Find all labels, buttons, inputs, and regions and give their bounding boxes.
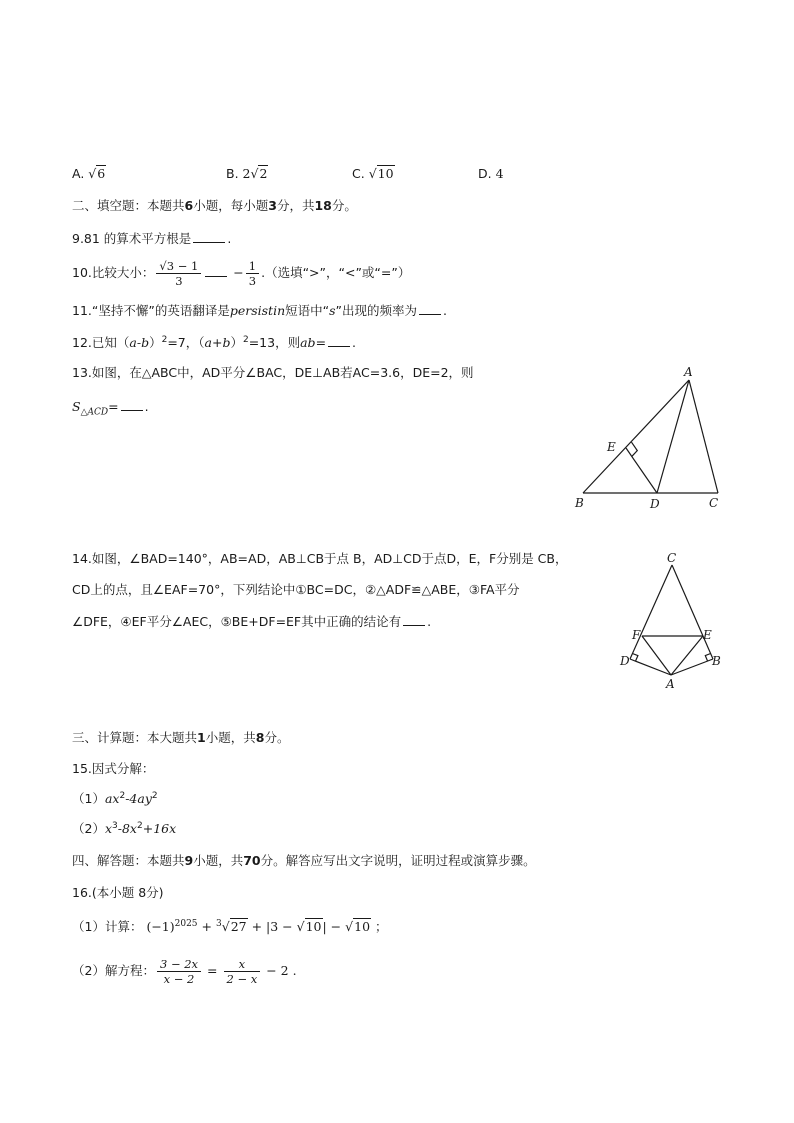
q16-p1-root3: 10 <box>354 919 371 934</box>
section4-post: 分。解答应写出文字说明，证明过程或演算步骤。 <box>260 853 536 868</box>
option-b-label: B. <box>226 166 239 181</box>
fig14-label-f: F <box>632 628 641 642</box>
section2-pre: 二、填空题：本题共 <box>72 198 185 213</box>
fig13-label-c: C <box>709 496 719 510</box>
q9-end: . <box>227 231 232 246</box>
q13-sub: △ACD <box>80 407 109 418</box>
q16-p1-label: （1）计算： <box>72 919 143 934</box>
q16-p2-end: − 2 . <box>266 963 297 978</box>
q16-p1-end: ； <box>375 919 388 934</box>
q12-p2: 2 <box>242 334 249 345</box>
question-12 <box>72 333 356 352</box>
fig13-segment-de <box>626 448 657 493</box>
fig14-label-c: C <box>667 551 677 565</box>
question-16-part1 <box>72 918 388 936</box>
q16-p2-eq: = <box>207 963 218 978</box>
question-15-part1 <box>72 790 158 808</box>
question-11 <box>72 301 447 320</box>
fig14-label-b: B <box>712 654 721 668</box>
q11-pre: 11.“坚持不懈”的英语翻译是 <box>72 303 230 318</box>
section4-n2: 70 <box>243 853 261 868</box>
option-c-sqrt: √10 <box>368 166 394 181</box>
q16-p1-abs: + |3 − <box>251 919 293 934</box>
option-d-label: D. <box>478 166 492 181</box>
section3-n1: 1 <box>197 730 206 745</box>
section3-n2: 8 <box>255 730 265 745</box>
q15-p1-label: （1） <box>72 791 105 806</box>
section3-post: 分。 <box>264 730 290 745</box>
q16-p2-f2-num: x <box>224 957 261 972</box>
q16-p2-fraction-2 <box>224 957 261 986</box>
q13-eq: = <box>108 399 119 414</box>
fig14-label-a: A <box>666 677 675 691</box>
q13-line1: 13.如图，在△ABC中，AD平分∠BAC，DE⊥AB若AC=3.6，DE=2，则 <box>72 365 474 380</box>
question-15-title <box>72 760 154 778</box>
q12-p1: 2 <box>161 334 168 345</box>
q11-letter: s <box>329 303 336 318</box>
fig13-label-b: B <box>575 496 584 510</box>
fig13-label-e: E <box>607 440 616 454</box>
option-a <box>72 165 106 183</box>
q14-answer-blank[interactable] <box>403 612 425 626</box>
section2-mid2: 分，共 <box>276 198 315 213</box>
q16-p1-root-value: 27 <box>230 919 247 934</box>
q16-p1-root-index: 3 <box>215 918 222 929</box>
question-14-line3 <box>72 612 431 631</box>
figure-14-kite <box>612 548 732 694</box>
q16-p1-cube-root: $^3$√27 <box>215 918 247 934</box>
q14-line2: CD上的点，且∠EAF=70°，下列结论中①BC=DC，②△ADF≌△ABE，③FA平分 <box>72 582 520 597</box>
section4-mid: 小题，共 <box>193 853 244 868</box>
fig14-label-e: E <box>703 628 712 642</box>
q12-mid4: =13，则 <box>248 335 301 350</box>
question-14-line2 <box>72 581 520 599</box>
q10-frac1-num: √3 − 1 <box>156 259 201 274</box>
section2-n2: 3 <box>268 198 277 213</box>
option-a-sqrt: √6 <box>88 166 106 181</box>
q9-answer-blank[interactable] <box>193 229 225 243</box>
q9-text: 9.81 的算术平方根是 <box>72 231 192 246</box>
q15-p2-a-pow: 3 <box>112 820 118 831</box>
q15-p1-b-pow: 2 <box>151 790 158 801</box>
fig13-side-ac <box>689 380 718 493</box>
question-10 <box>72 256 410 290</box>
fig13-label-d: D <box>650 497 660 511</box>
q13-answer-blank[interactable] <box>121 397 143 411</box>
option-c-label: C. <box>352 166 365 181</box>
question-13-line2 <box>72 397 149 416</box>
q15-p2-b: -8x <box>117 821 137 836</box>
fig14-label-d: D <box>620 654 630 668</box>
q15-title: 15.因式分解： <box>72 761 155 776</box>
option-c <box>352 165 395 183</box>
option-d-value: 4 <box>495 166 504 181</box>
fig13-label-a: A <box>684 365 693 379</box>
option-b-sqrt: √2 <box>250 166 268 181</box>
section2-mid1: 小题，每小题 <box>193 198 269 213</box>
q12-e3: ab <box>300 335 316 350</box>
q15-p2-b-pow: 2 <box>136 820 143 831</box>
q11-word: persistin <box>229 303 286 318</box>
figure-13-triangle <box>568 362 738 516</box>
fig13-right-angle-mark <box>632 442 638 456</box>
q16-p2-fraction-1 <box>157 957 201 986</box>
section2-post: 分。 <box>331 198 357 213</box>
q16-p1-abs-end: | − <box>322 919 342 934</box>
q11-answer-blank[interactable] <box>419 301 441 315</box>
section2-heading <box>72 197 357 215</box>
q10-suffix: .（选填“>”，“<”或“=”） <box>261 265 411 280</box>
section3-mid: 小题，共 <box>205 730 256 745</box>
fig14-side-cd <box>630 565 672 659</box>
q16-p2-label: （2）解方程： <box>72 963 155 978</box>
option-a-value: 6 <box>97 166 106 181</box>
q12-dot: . <box>352 335 357 350</box>
q16-p1-sqrt-b: √10 <box>345 919 371 934</box>
option-a-label: A. <box>72 166 85 181</box>
q16-p1-root2: 10 <box>305 919 322 934</box>
q15-p1-a: ax <box>104 791 120 806</box>
q10-fraction-1 <box>156 259 201 288</box>
q15-p1-b: -4ay <box>125 791 152 806</box>
section4-heading <box>72 852 536 870</box>
question-14-line1 <box>72 550 567 568</box>
q16-p1-sqrt-a: √10 <box>296 919 322 934</box>
q11-mid: 短语中“ <box>285 303 330 318</box>
q15-p2-label: （2） <box>72 821 105 836</box>
section4-pre: 四、解答题：本题共 <box>72 853 185 868</box>
q12-mid2: =7，（ <box>167 335 205 350</box>
q16-p2-f1-den: x − 2 <box>163 972 195 986</box>
q10-frac2-num: 1 <box>246 259 259 274</box>
q10-prefix: 10.比较大小： <box>72 265 155 280</box>
q10-frac1-den: 3 <box>175 274 183 288</box>
section3-heading <box>72 729 289 747</box>
q12-answer-blank[interactable] <box>328 333 350 347</box>
q14-line1: 14.如图，∠BAD=140°，AB=AD，AB⊥CB于点 B，AD⊥CD于点D，E，F分别是 CB， <box>72 551 568 566</box>
q12-pre: 12.已知（ <box>72 335 130 350</box>
q16-p2-f1-num: 3 − 2x <box>157 957 201 972</box>
fig14-side-cb <box>672 565 713 659</box>
q10-minus: − <box>233 265 244 280</box>
question-9 <box>72 229 231 248</box>
question-16-title <box>72 884 164 902</box>
q12-mid1: ） <box>149 335 162 350</box>
question-13 <box>72 364 474 382</box>
q10-frac2-den: 3 <box>248 274 257 288</box>
q16-title: 16.(本小题 8分) <box>72 885 164 900</box>
section2-n1: 6 <box>184 198 194 213</box>
q16-p2-f2-den: 2 − x <box>226 972 258 986</box>
q16-p1-plus: + <box>201 919 212 934</box>
q15-p1-a-pow: 2 <box>119 790 126 801</box>
section4-n1: 9 <box>184 853 194 868</box>
q14-dot: . <box>427 614 432 629</box>
q11-end: . <box>443 303 447 318</box>
q12-mid3: ） <box>230 335 243 350</box>
section3-pre: 三、计算题：本大题共 <box>72 730 198 745</box>
question-16-part2 <box>72 954 297 988</box>
q12-end: = <box>315 335 327 350</box>
q12-e1: a-b <box>129 335 150 350</box>
option-b <box>226 165 268 183</box>
q11-post: ”出现的频率为 <box>335 303 418 318</box>
q15-p2-c: +16x <box>142 821 177 836</box>
question-15-part2 <box>72 820 176 838</box>
option-b-coef: 2 <box>242 166 251 181</box>
q10-answer-blank[interactable] <box>205 263 227 277</box>
q13-s: S <box>72 399 81 414</box>
option-b-value: 2 <box>259 166 268 181</box>
q14-line3: ∠DFE，④EF平分∠AEC，⑤BE+DF=EF其中正确的结论有 <box>72 614 402 629</box>
section2-n3: 18 <box>314 198 332 213</box>
q16-p1-pow: 2025 <box>174 918 198 929</box>
q10-fraction-2 <box>246 259 259 288</box>
option-c-value: 10 <box>377 166 394 181</box>
q15-p2-a: x <box>104 821 113 836</box>
q12-e2: a+b <box>204 335 231 350</box>
option-d <box>478 165 504 183</box>
q16-p1-base: (−1) <box>146 919 175 934</box>
q13-dot: . <box>144 399 149 414</box>
